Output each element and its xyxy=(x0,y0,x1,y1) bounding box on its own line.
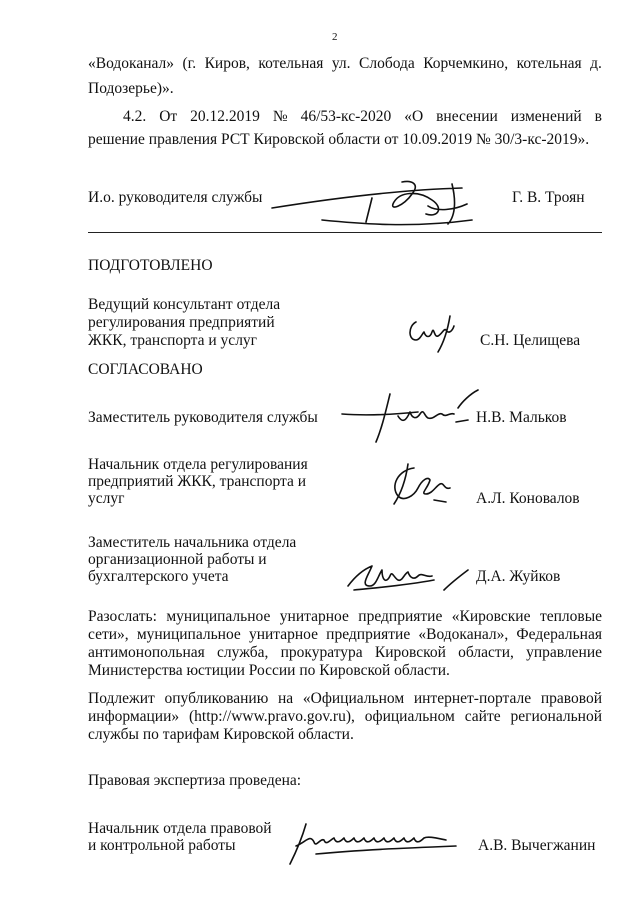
agreed-position-line: Заместитель руководителя службы xyxy=(88,409,318,426)
publication-paragraph: Подлежит опубликованию на «Официальном интернет-портале правовой информации» (http://www.pravo.gov.ru), официальном сайте региональной службы по тарифам Кировской области. xyxy=(88,690,602,743)
agreed-name: А.Л. Коновалов xyxy=(476,490,580,507)
word: № xyxy=(272,108,288,125)
legal-review-name: А.В. Вычегжанин xyxy=(478,837,596,854)
head-signature-image xyxy=(262,176,482,234)
word: 4.2. xyxy=(123,108,147,125)
continuation-line xyxy=(88,55,602,73)
prepared-signature-image xyxy=(404,312,462,354)
distribution-paragraph: Разослать: муниципальное унитарное предприятие «Кировские тепловые сети», муниципальное унитарное предприятие «Водоканал», Федеральная антимонопольная служба, прокуратура Кировской области, управление Министерства юстиции России по Кировской области. xyxy=(88,608,602,679)
word: котельная xyxy=(516,55,582,72)
word: ул. xyxy=(331,55,351,72)
divider xyxy=(88,232,602,233)
agreed-name: Н.В. Мальков xyxy=(476,409,567,426)
word: От xyxy=(159,108,178,125)
word: 46/53-кс-2020 xyxy=(300,108,392,125)
word: в xyxy=(594,108,602,125)
word: 20.12.2019 xyxy=(190,108,260,125)
legal-review-text: Правовая экспертиза проведена: xyxy=(88,772,302,789)
word: (г. xyxy=(182,55,197,72)
head-name: Г. В. Троян xyxy=(512,189,585,206)
head-position: И.о. руководителя службы xyxy=(88,189,263,206)
page-number: 2 xyxy=(332,31,338,43)
agreed-position-line: услуг xyxy=(88,490,125,507)
agreed-name: Д.А. Жуйков xyxy=(476,568,561,585)
legal-review-signature-image xyxy=(286,818,466,866)
prepared-position-line: регулирования предприятий xyxy=(88,314,275,331)
agreed-position-line: Заместитель начальника отдела xyxy=(88,534,297,551)
agreed-signature-image xyxy=(384,460,464,508)
agreed-signature-image xyxy=(338,386,488,450)
word: внесении xyxy=(436,108,498,125)
item-4-2-line-2: решение правления РСТ Кировской области от 10.09.2019 № 30/3-кс-2019». xyxy=(88,131,590,148)
legal-review-position-line: и контрольной работы xyxy=(88,837,236,854)
agreed-position-line: предприятий ЖКК, транспорта и xyxy=(88,473,306,490)
word: изменений xyxy=(510,108,582,125)
agreed-position-line: Начальник отдела регулирования xyxy=(88,456,308,473)
continuation-line-2: Подозерье)». xyxy=(88,80,174,97)
word: «Водоканал» xyxy=(88,55,174,72)
word: Киров, xyxy=(204,55,250,72)
word: д. xyxy=(590,55,602,72)
word: котельная xyxy=(258,55,324,72)
prepared-position-line: Ведущий консультант отдела xyxy=(88,296,281,313)
item-4-2-line xyxy=(123,108,602,126)
word: Корчемкино, xyxy=(423,55,509,72)
agreed-signature-image xyxy=(342,556,474,596)
legal-review-position-line: Начальник отдела правовой xyxy=(88,820,272,837)
agreed-position-line: организационной работы и xyxy=(88,551,267,568)
agreed-position-line: бухгалтерского учета xyxy=(88,568,229,585)
word: «О xyxy=(404,108,424,125)
word: Слобода xyxy=(359,55,415,72)
prepared-heading: ПОДГОТОВЛЕНО xyxy=(88,257,213,274)
agreed-heading: СОГЛАСОВАНО xyxy=(88,361,203,378)
prepared-name: С.Н. Целищева xyxy=(480,332,581,349)
prepared-position-line: ЖКК, транспорта и услуг xyxy=(88,332,258,349)
